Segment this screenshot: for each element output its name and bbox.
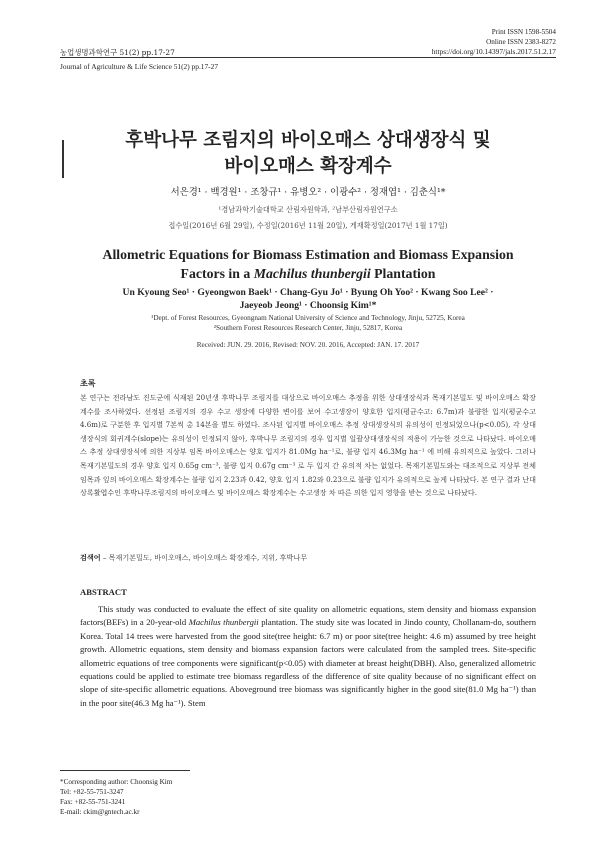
abstract-ko-body: 본 연구는 전라남도 진도군에 식재된 20년생 후박나무 조림지를 대상으로 바이오매스 추정을 위한 상대생장식과 목재기본밀도 및 바이오매스 확장계수를 조사하였다. 선정된 조림지의 경우 수고 생장에 다양한 변이를 보여 수고생장이 양호한 입지(평균수고: 6.7m)과 불량한 입지(평균수고 4.6m)로 구분한 후 입지별 7본씩 총 14본을 별도 하였다. 조사된 입지별 바이오매스 추정 상대생장식의 유의성이 인정되었으나(p<0.05), 각 상대생장식의 회귀계수(slope)는 유의성이 인정되지 않아, 후박나무 조림지의 경우 입지별 일괄상대생장식의 적용이 가능한 것으로 나타났다. 바이오매스 추정 상대생장식에 의한 지상부 임목 바이오매스는 양호 입지가 81.0Mg ha⁻¹로, 불량 입지 46.3Mg ha⁻¹ 에 비해 유의적으로 높았다. 그러나 목재기본밀도의 경우 양호 입지 0.65g cm⁻³, 불량 입지 0.67g cm⁻³ 로 두 입지 간 유의적 차는 없었다. 목재기본밀도와는 대조적으로 지상부 전체 임목과 잎의 바이오매스 확장계수는 불량 입지 2.23과 0.42, 양호 입지 1.82와 0.23으로 불량 입지가 유의적으로 높게 나타났다. 본 연구 결과 난대 상록활엽수인 후박나무조림지의 바이오매스 및 바이오매스 확장계수는 수고생장 차 따른 의한 입지 영향을 받는 것으로 나타났다. — [80, 393, 536, 498]
footnote — [60, 777, 172, 817]
title-ko — [60, 128, 556, 180]
doi-link[interactable]: https://doi.org/10.14397/jals.2017.51.2.17 — [431, 47, 556, 56]
dates-ko: 접수일(2016년 6월 29일), 수정일(2016년 11월 20일), 게재확정일(2017년 1월 17일) — [168, 221, 448, 230]
footnote-rule — [60, 770, 190, 771]
title-ko-line1: 후박나무 조림지의 바이오매스 상대생장식 및 — [125, 130, 491, 151]
online-issn: Online ISSN 2383-8272 — [486, 37, 556, 46]
authors-en — [70, 286, 546, 312]
authors-ko: 서은경¹ · 백경원¹ · 조창규¹ · 유병오² · 이광수² · 정재엽¹ · 김춘식¹* — [170, 187, 446, 198]
header-rule — [60, 57, 556, 58]
title-ko-line2: 바이오매스 확장계수 — [224, 156, 392, 177]
title-en-line2 — [60, 265, 556, 284]
affiliation-en-line1: ¹Dept. of Forest Resources, Gyeongnam National University of Science and Technology, Jinju, 52725, Korea — [151, 314, 465, 322]
footnote-tel: Tel: +82-55-751-3247 — [60, 788, 124, 796]
keywords-ko-text: – 목재기본밀도, 바이오매스, 바이오매스 확장계수, 지위, 후박나무 — [100, 553, 308, 562]
dates-en: Received: JUN. 29. 2016, Revised: NOV. 20. 2016, Accepted: JAN. 17. 2017 — [196, 341, 420, 349]
title-en-line1: Allometric Equations for Biomass Estimation and Biomass Expansion — [102, 247, 514, 262]
title-en-post: Plantation — [370, 265, 436, 281]
affiliation-en-line2: ²Southern Forest Resources Research Center, Jinju, 52817, Korea — [213, 323, 403, 332]
abstract-en-species: Machilus thunbergii — [188, 617, 259, 628]
title-en — [60, 246, 556, 283]
footnote-fax: Fax: +82-55-751-3241 — [60, 798, 126, 806]
authors-en-line1: Un Kyoung Seo¹ · Gyeongwon Baek¹ · Chang-Gyu Jo¹ · Byung Oh Yoo² · Kwang Soo Lee² · — [122, 287, 494, 298]
title-en-pre: Factors in a — [180, 265, 254, 281]
abstract-en-p1: This study was conducted to evaluate the effect of site quality on allometric equations, stem density and biomass expansion factors(BEFs) in a 20-year-old — [80, 604, 536, 628]
keywords-ko-label: 검색어 — [80, 553, 101, 562]
title-en-species: Machilus thunbergii — [253, 265, 371, 281]
abstract-en-body — [80, 603, 536, 710]
issn-block — [486, 28, 556, 47]
abstract-en-heading: ABSTRACT — [80, 587, 127, 597]
affiliation-ko: ¹경남과학기술대학교 산림자원학과, ²남부산림자원연구소 — [218, 205, 398, 214]
keywords-ko — [80, 553, 536, 563]
journal-citation-en: Journal of Agriculture & Life Science 51(2) pp.17-27 — [60, 62, 219, 71]
print-issn: Print ISSN 1598-5504 — [491, 28, 556, 36]
journal-citation-ko: 농업생명과학연구 51(2) pp.17-27 — [60, 48, 175, 57]
abstract-ko-heading: 초록 — [80, 378, 96, 388]
footnote-email[interactable]: E-mail: ckim@gntech.ac.kr — [60, 808, 140, 816]
affiliation-en — [60, 314, 556, 333]
footnote-corresponding: *Corresponding author: Choonsig Kim — [60, 778, 173, 786]
authors-en-line2: Jaeyeob Jeong¹ · Choonsig Kim¹* — [239, 300, 377, 311]
abstract-en-p2: plantation. The study site was located in Jindo county, Chollanam-do, southern Korea. Total 14 trees were harvested from the good site(tree height: 6.7 m) or poor site(tree height: 4.6 m) assumed by tree height growth. Allometric equations, stem density and biomass expansion factors were calculated from the sampled trees. Site-specific allometric equations of tree components were significant(p<0.05) with diameter at breast height(DBH). Also, generalized allometric equations could be applied to estimate tree biomass regardless of the difference of site quality because of no significant effect on slope of site-specific allometric equations. Aboveground tree biomass was significantly higher in the good site(81.0 Mg ha⁻¹) than in the poor site(46.3 Mg ha⁻¹). Stem — [80, 617, 536, 708]
